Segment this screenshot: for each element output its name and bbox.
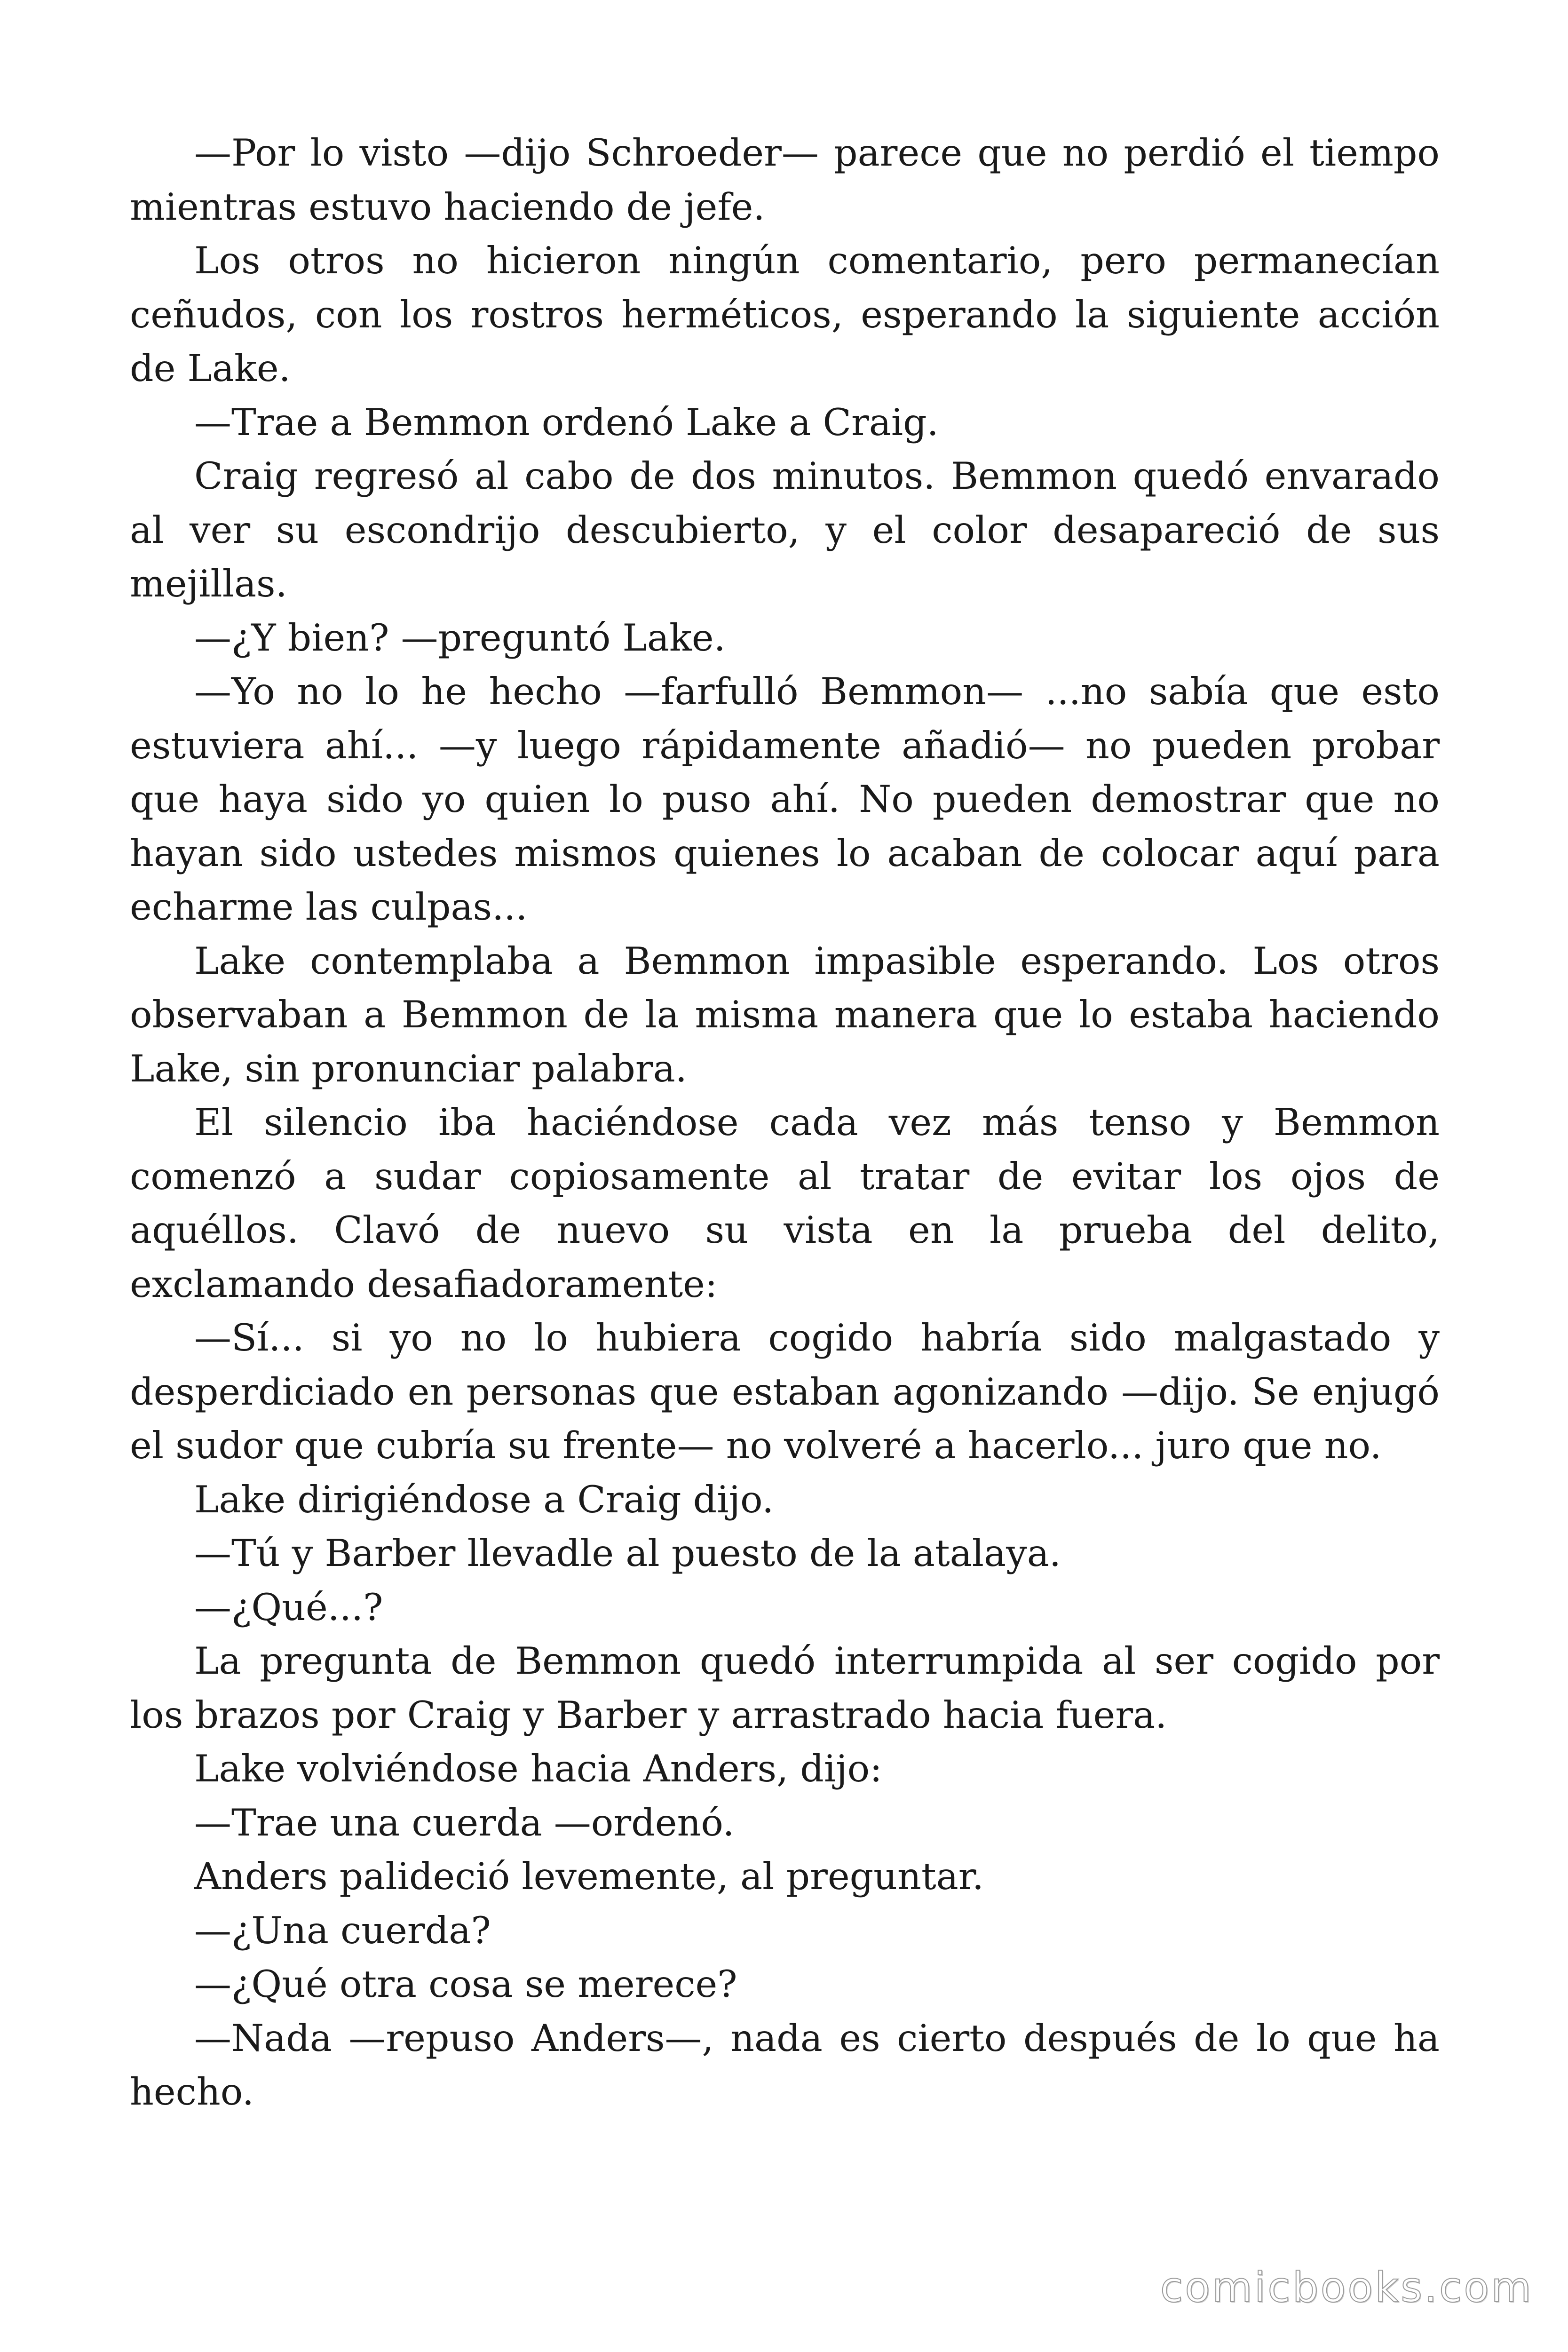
paragraph: —¿Y bien? —preguntó Lake. — [194, 616, 726, 660]
paragraph: Lake dirigiéndose a Craig dijo. — [194, 1478, 774, 1521]
paragraph: El silencio iba haciéndose cada vez más tenso y Bemmon comenzó a sudar copiosamente al tratar de evitar los ojos de aquéllos. Clavó de nuevo su vista en la prueba del delito, exclamando desafiadoramente: — [130, 1101, 1440, 1306]
paragraph: Lake volviéndose hacia Anders, dijo: — [194, 1747, 882, 1790]
paragraph: Craig regresó al cabo de dos minutos. Bemmon quedó envarado al ver su escondrijo descubierto, y el color desapareció de sus mejillas. — [130, 454, 1440, 605]
paragraph: —Tú y Barber llevadle al puesto de la atalaya. — [194, 1532, 1061, 1575]
paragraph: —Por lo visto —dijo Schroeder— parece que no perdió el tiempo mientras estuvo haciendo de jefe. — [130, 131, 1440, 229]
page-text — [130, 126, 1440, 2119]
paragraph: —Sí... si yo no lo hubiera cogido habría sido malgastado y desperdiciado en personas que estaban agonizando —dijo. Se enjugó el sudor que cubría su frente— no volveré a hacerlo... juro que no. — [130, 1316, 1440, 1467]
paragraph: —¿Una cuerda? — [194, 1908, 491, 1952]
paragraph: Los otros no hicieron ningún comentario, pero permanecían ceñudos, con los rostros herméticos, esperando la siguiente acción de Lake. — [130, 239, 1440, 390]
paragraph: Anders palideció levemente, al preguntar. — [194, 1855, 984, 1898]
paragraph: Lake contemplaba a Bemmon impasible esperando. Los otros observaban a Bemmon de la misma manera que lo estaba haciendo Lake, sin pronunciar palabra. — [130, 939, 1440, 1090]
paragraph: —¿Qué otra cosa se merece? — [194, 1963, 737, 2006]
paragraph: —Trae una cuerda —ordenó. — [194, 1801, 735, 1844]
paragraph: La pregunta de Bemmon quedó interrumpida al ser cogido por los brazos por Craig y Barber y arrastrado hacia fuera. — [130, 1639, 1440, 1737]
paragraph: —Trae a Bemmon ordenó Lake a Craig. — [194, 400, 939, 444]
paragraph: —Yo no lo he hecho —farfulló Bemmon— ...no sabía que esto estuviera ahí... —y luego rápidamente añadió— no pueden probar que haya sido yo quien lo puso ahí. No pueden demostrar que no hayan sido ustedes mismos quienes lo acaban de colocar aquí para echarme las culpas... — [130, 670, 1440, 929]
watermark: comicbooks.com — [1160, 2263, 1533, 2312]
paragraph: —Nada —repuso Anders—, nada es cierto después de lo que ha hecho. — [130, 2016, 1440, 2114]
paragraph: —¿Qué...? — [194, 1585, 383, 1629]
